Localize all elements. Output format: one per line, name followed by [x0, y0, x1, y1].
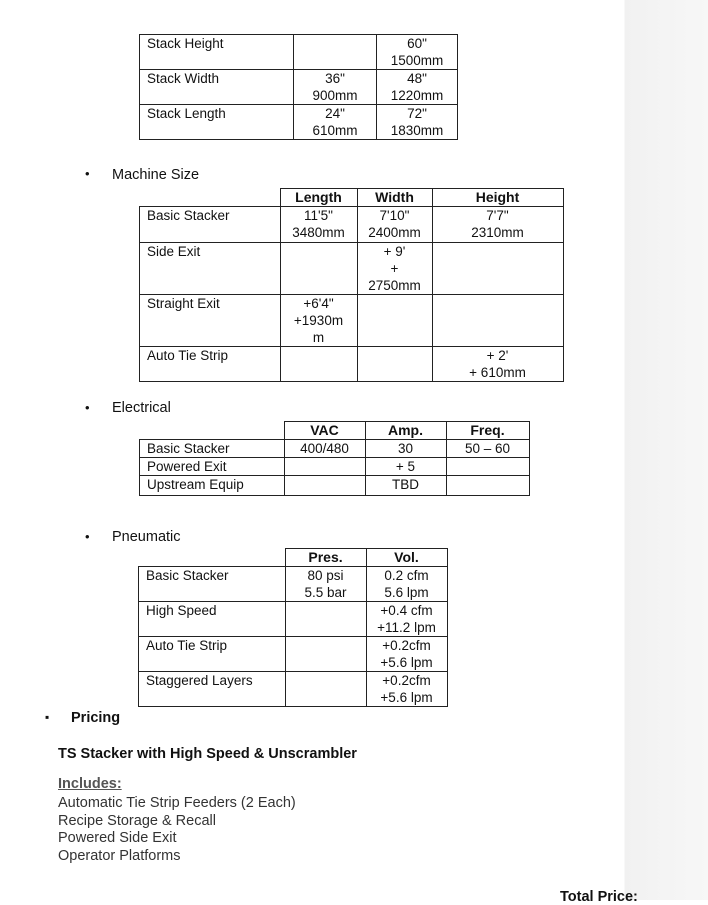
cell: 60" 1500mm: [377, 35, 458, 70]
header-freq: Freq.: [446, 422, 529, 440]
table-row: [140, 347, 564, 382]
cell: [280, 243, 357, 295]
cell: 36" 900mm: [294, 70, 377, 105]
cell: 50 – 60: [446, 440, 529, 458]
cell: + 9' + 2750mm: [357, 243, 432, 295]
cell: [280, 347, 357, 382]
list-item: Powered Side Exit: [58, 830, 177, 847]
row-label: Basic Stacker: [140, 440, 285, 458]
pneumatic-table: [138, 548, 448, 707]
cell: 400/480: [284, 440, 365, 458]
includes-label: Includes:: [58, 776, 122, 792]
cell: [284, 476, 365, 496]
cell: [357, 295, 432, 347]
section-heading-electrical: Electrical: [112, 400, 171, 416]
cell: +0.4 cfm +11.2 lpm: [366, 602, 447, 637]
cell: 72" 1830mm: [377, 105, 458, 140]
row-label: Basic Stacker: [140, 207, 281, 243]
header-height: Height: [432, 189, 563, 207]
row-label: Staggered Layers: [139, 672, 286, 707]
header-width: Width: [357, 189, 432, 207]
cell: +0.2cfm +5.6 lpm: [366, 637, 447, 672]
cell: 80 psi 5.5 bar: [285, 567, 366, 602]
row-label: Basic Stacker: [139, 567, 286, 602]
row-label: Stack Length: [140, 105, 294, 140]
table-row: [139, 567, 448, 602]
table-row: [140, 207, 564, 243]
bullet-icon: •: [85, 529, 90, 544]
stack-size-table: [139, 34, 458, 140]
cell: +6'4" +1930m m: [280, 295, 357, 347]
row-label: Upstream Equip: [140, 476, 285, 496]
list-item: Recipe Storage & Recall: [58, 812, 216, 829]
table-header-row: [139, 549, 448, 567]
electrical-table: [139, 421, 530, 496]
table-row: [139, 602, 448, 637]
cell: 48" 1220mm: [377, 70, 458, 105]
header-amp: Amp.: [365, 422, 446, 440]
header-empty: [140, 422, 285, 440]
table-row: [139, 672, 448, 707]
section-heading-machine-size: Machine Size: [112, 167, 200, 183]
table-header-row: [140, 422, 530, 440]
cell: [432, 243, 563, 295]
table-row: [139, 637, 448, 672]
table-header-row: [140, 189, 564, 207]
section-heading-pricing: Pricing: [71, 710, 121, 726]
cell: [446, 458, 529, 476]
bullet-icon: •: [85, 400, 90, 415]
cell: [285, 602, 366, 637]
product-title: TS Stacker with High Speed & Unscrambler: [58, 746, 357, 762]
header-vac: VAC: [284, 422, 365, 440]
table-row: [140, 35, 458, 70]
square-bullet-icon: ▪: [45, 710, 50, 724]
row-label: Stack Height: [140, 35, 294, 70]
cell: 30: [365, 440, 446, 458]
cell: [284, 458, 365, 476]
row-label: Straight Exit: [140, 295, 281, 347]
row-label: High Speed: [139, 602, 286, 637]
total-price-label: Total Price:: [560, 889, 638, 905]
page-edge-shadow: [616, 0, 708, 900]
header-empty: [139, 549, 286, 567]
row-label: Stack Width: [140, 70, 294, 105]
table-row: [140, 295, 564, 347]
table-row: [140, 105, 458, 140]
header-vol: Vol.: [366, 549, 447, 567]
cell: 7'7" 2310mm: [432, 207, 563, 243]
cell: [446, 476, 529, 496]
cell: [432, 295, 563, 347]
cell: TBD: [365, 476, 446, 496]
list-item: Operator Platforms: [58, 847, 181, 864]
cell: 11'5" 3480mm: [280, 207, 357, 243]
cell: [357, 347, 432, 382]
cell: 7'10" 2400mm: [357, 207, 432, 243]
cell: [294, 35, 377, 70]
table-row: [140, 243, 564, 295]
cell: + 2' + 610mm: [432, 347, 563, 382]
header-empty: [140, 189, 281, 207]
row-label: Auto Tie Strip: [139, 637, 286, 672]
cell: +0.2cfm +5.6 lpm: [366, 672, 447, 707]
includes-list: [58, 795, 296, 865]
header-pres: Pres.: [285, 549, 366, 567]
header-length: Length: [280, 189, 357, 207]
cell: [285, 637, 366, 672]
table-row: [140, 458, 530, 476]
cell: + 5: [365, 458, 446, 476]
list-item: Automatic Tie Strip Feeders (2 Each): [58, 795, 296, 811]
section-heading-pneumatic: Pneumatic: [112, 529, 181, 545]
cell: 0.2 cfm 5.6 lpm: [366, 567, 447, 602]
row-label: Powered Exit: [140, 458, 285, 476]
machine-size-table: [139, 188, 564, 382]
table-row: [140, 70, 458, 105]
row-label: Side Exit: [140, 243, 281, 295]
bullet-icon: •: [85, 166, 90, 181]
table-row: [140, 440, 530, 458]
cell: [285, 672, 366, 707]
table-row: [140, 476, 530, 496]
row-label: Auto Tie Strip: [140, 347, 281, 382]
cell: 24" 610mm: [294, 105, 377, 140]
